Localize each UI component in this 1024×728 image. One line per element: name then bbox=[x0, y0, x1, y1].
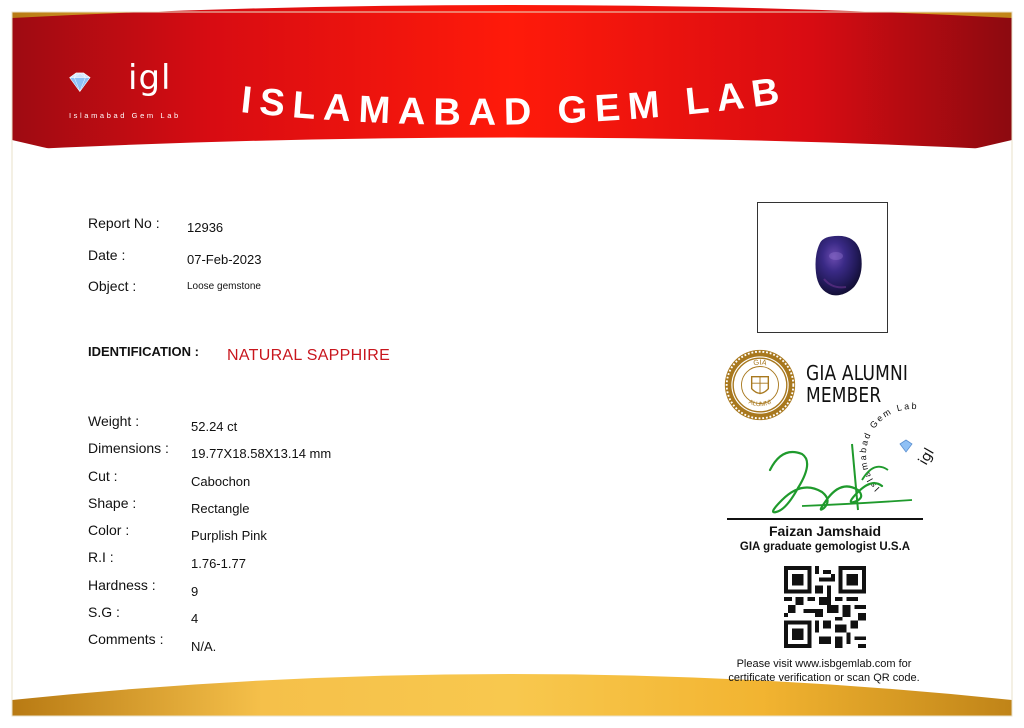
signature-icon bbox=[762, 440, 932, 520]
shape-value: Rectangle bbox=[191, 501, 250, 516]
dimensions-label: Dimensions : bbox=[88, 440, 169, 456]
signatory-title: GIA graduate gemologist U.S.A bbox=[739, 541, 911, 553]
object-label: Object : bbox=[88, 278, 137, 294]
stamp-arc-text: Islamabad Gem Lab bbox=[857, 400, 919, 494]
header-title: ISLAMABAD GEM LAB bbox=[239, 69, 790, 134]
comments-label: Comments : bbox=[88, 631, 164, 647]
color-value: Purplish Pink bbox=[191, 528, 267, 543]
gemstone-photo bbox=[758, 203, 887, 332]
comments-value: N/A. bbox=[191, 639, 217, 654]
dimensions-value: 19.77X18.58X13.14 mm bbox=[191, 446, 332, 461]
qr-code-icon[interactable] bbox=[784, 566, 866, 648]
verification-note bbox=[704, 657, 944, 685]
sg-value: 4 bbox=[191, 611, 199, 626]
identification-value: NATURAL SAPPHIRE bbox=[227, 347, 391, 364]
hardness-value: 9 bbox=[191, 584, 199, 599]
report-no-label: Report No : bbox=[88, 215, 160, 231]
seal-bottom-text: ALUMNI bbox=[747, 398, 773, 409]
hardness-label: Hardness : bbox=[88, 577, 156, 593]
report-no-value: 12936 bbox=[187, 220, 224, 235]
weight-value: 52.24 ct bbox=[191, 419, 238, 434]
cut-value: Cabochon bbox=[191, 474, 251, 489]
verification-line-2: certificate verification or scan QR code. bbox=[728, 672, 920, 684]
gia-line-1: GIA ALUMNI bbox=[806, 361, 909, 385]
signature-line bbox=[727, 518, 923, 520]
gemstone-photo-frame bbox=[757, 202, 888, 333]
verification-line-1: Please visit www.isbgemlab.com for bbox=[736, 658, 912, 670]
brand-logo-text: igl bbox=[128, 58, 172, 98]
svg-text:GIA bbox=[753, 358, 768, 368]
object-value: Loose gemstone bbox=[187, 281, 261, 292]
gia-line-2: MEMBER bbox=[806, 383, 882, 407]
weight-label: Weight : bbox=[88, 413, 140, 429]
cut-label: Cut : bbox=[88, 468, 118, 484]
ri-label: R.I : bbox=[88, 549, 114, 565]
gia-seal-icon bbox=[723, 348, 797, 422]
stamp-brand: igl bbox=[915, 445, 938, 468]
sg-label: S.G : bbox=[88, 604, 120, 620]
brand-subtitle: Islamabad Gem Lab bbox=[69, 111, 181, 120]
seal-top-text: GIA bbox=[752, 357, 768, 368]
color-label: Color : bbox=[88, 522, 130, 538]
signatory-name: Faizan Jamshaid bbox=[768, 523, 882, 539]
diamond-logo-icon bbox=[66, 62, 126, 108]
date-label: Date : bbox=[88, 247, 126, 263]
ri-value: 1.76-1.77 bbox=[191, 556, 246, 571]
date-value: 07-Feb-2023 bbox=[187, 252, 262, 267]
identification-label: IDENTIFICATION : bbox=[88, 344, 199, 359]
shape-label: Shape : bbox=[88, 495, 137, 511]
